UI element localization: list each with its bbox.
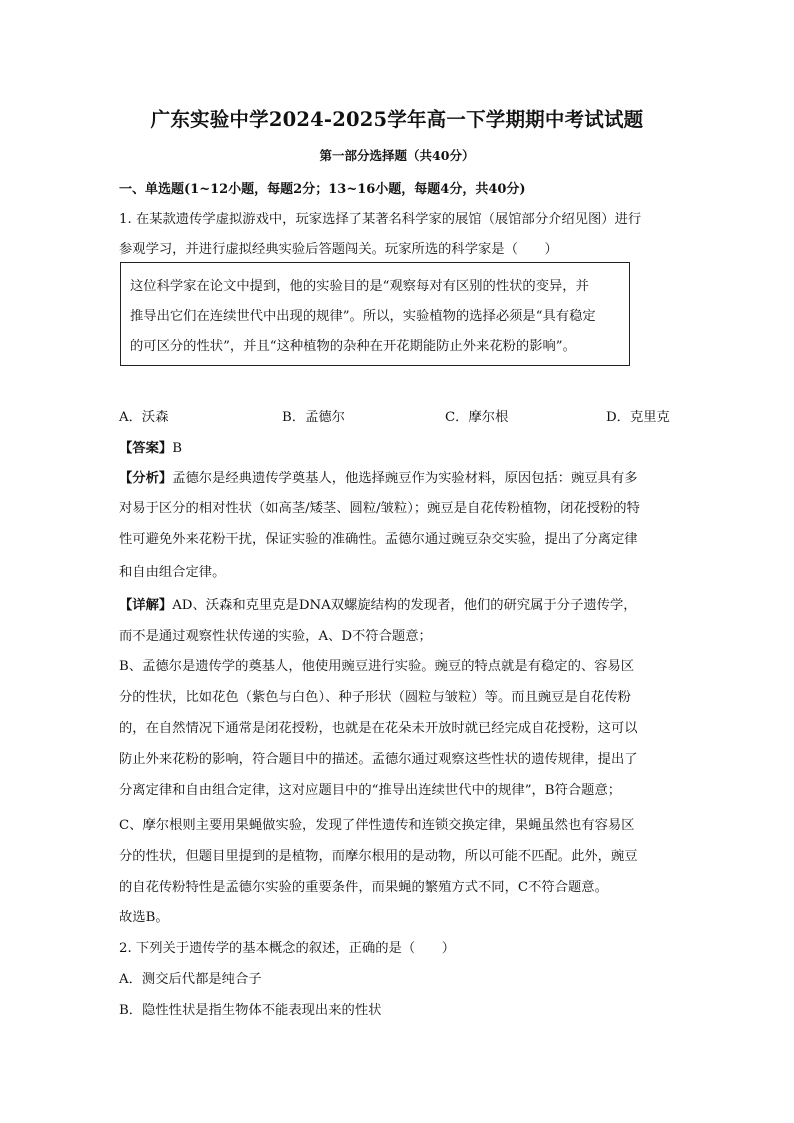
q1-option-c: C．摩尔根 [445, 410, 509, 425]
q1-analysis-line: 性可避免外来花粉干扰，保证实验的准确性。孟德尔通过豌豆杂交实验，提出了分离定律 [119, 532, 638, 547]
q1-quote-line: 推导出它们在连续世代中出现的规律”。所以，实验植物的选择必须是“具有稳定 [130, 309, 596, 324]
q1-detail-line [119, 594, 637, 613]
q1-quote-line: 这位科学家在论文中提到，他的实验目的是“观察每对有区别的性状的变异，并 [130, 279, 589, 294]
q1-detail-line: B、孟德尔是遗传学的奠基人，他使用豌豆进行实验。豌豆的特点就是有稳定的、容易区 [119, 659, 635, 674]
q1-detail-line: 故选B。 [119, 910, 169, 925]
page-title: 广东实验中学2024-2025学年高一下学期期中考试试题 [150, 108, 644, 131]
section-heading: 一、单选题(1~12小题，每题2分；13~16小题，每题4分，共40分) [119, 182, 526, 197]
q1-stem-line: 1. 在某款遗传学虚拟游戏中，玩家选择了某著名科学家的展馆（展馆部分介绍见图）进行 [119, 212, 642, 227]
q1-quote-line: 的可区分的性状”，并且“这种植物的杂种在开花期能防止外来花粉的影响”。 [130, 339, 576, 354]
q1-option-a: A．沃森 [119, 410, 169, 425]
q1-detail-line: 分的性状，但题目里提到的是植物，而摩尔根用的是动物，所以可能不匹配。此外，豌豆 [119, 849, 638, 864]
answer-value: B [172, 441, 182, 456]
analysis-text: 孟德尔是经典遗传学奠基人，他选择豌豆作为实验材料，原因包括：豌豆具有多 [172, 471, 638, 486]
q1-stem-line: 参观学习，并进行虚拟经典实验后答题闯关。玩家所选的科学家是（ ） [119, 242, 558, 257]
detail-tag: 【详解】 [119, 598, 173, 613]
q1-analysis-line: 和自由组合定律。 [119, 565, 226, 580]
analysis-tag: 【分析】 [119, 471, 173, 486]
q1-detail-line: 防止外来花粉的影响，符合题目中的描述。孟德尔通过观察这些性状的遗传规律，提出了 [119, 752, 638, 767]
q1-detail-line: C、摩尔根则主要用果蝇做实验，发现了伴性遗传和连锁交换定律，果蝇虽然也有容易区 [119, 818, 635, 833]
q1-analysis-line [119, 467, 638, 486]
q1-detail-line: 而不是通过观察性状传递的实验，A、D不符合题意； [119, 629, 432, 644]
q1-detail-line: 分的性状，比如花色（紫色与白色）、种子形状（圆粒与皱粒）等。而且豌豆是自花传粉 [119, 690, 631, 705]
answer-tag: 【答案】 [119, 441, 173, 456]
q2-option-a: A．测交后代都是纯合子 [119, 972, 262, 987]
part-title: 第一部分选择题（共40分） [319, 148, 475, 163]
q1-detail-line: 分离定律和自由组合定律，这对应题目中的“推导出连续世代中的规律”，B符合题意； [119, 783, 622, 798]
q1-answer [119, 437, 182, 456]
q1-quote-box [120, 262, 630, 366]
q1-option-b: B．孟德尔 [282, 410, 345, 425]
q2-stem: 2. 下列关于遗传学的基本概念的叙述，正确的是（ ） [119, 941, 456, 956]
q1-option-d: D．克里克 [606, 410, 670, 425]
q1-detail-line: 的自花传粉特性是孟德尔实验的重要条件，而果蝇的繁殖方式不同，C不符合题意。 [119, 880, 608, 895]
q1-analysis-line: 对易于区分的相对性状（如高茎/矮茎、圆粒/皱粒）；豌豆是自花传粉植物，闭花授粉的特 [119, 501, 640, 516]
detail-text: AD、沃森和克里克是DNA双螺旋结构的发现者，他们的研究属于分子遗传学， [172, 598, 637, 613]
q1-detail-line: 的，在自然情况下通常是闭花授粉，也就是在花朵未开放时就已经完成自花授粉，这可以 [119, 721, 638, 736]
q2-option-b: B．隐性性状是指生物体不能表现出来的性状 [119, 1003, 382, 1018]
